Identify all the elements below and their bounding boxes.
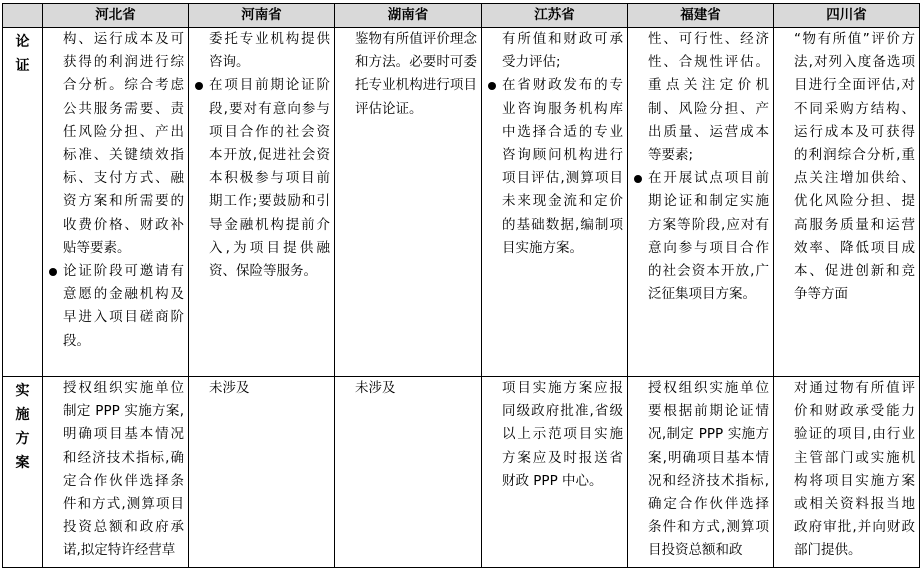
header-corner-cell xyxy=(3,4,43,28)
row-label-lunzheng xyxy=(3,28,43,377)
header-fujian: 福建省 xyxy=(628,4,774,28)
row-label-char: 案 xyxy=(15,455,30,471)
table-row-shishi-fangan xyxy=(3,377,920,568)
bullet-paragraph: 在项目前期论证阶段,要对有意向参与项目合作的社会资本开放,促进社会资本积极参与项目前期工作;要鼓励和引导金融机构提前介入,为项目提供融资、保险等服务。 xyxy=(195,74,330,283)
row-label-char: 实 xyxy=(15,383,30,399)
cell-lunzheng-jiangsu xyxy=(482,28,628,377)
paragraph: 委托专业机构提供咨询。 xyxy=(209,31,330,71)
cell-shishi-fangan-hunan xyxy=(335,377,482,568)
paragraph: 对通过物有所值评价和财政承受能力验证的项目,由行业主管部门或实施机构将项目实施方案或相关资料报当地政府审批,并向财政部门提供。 xyxy=(794,380,915,559)
paragraph: 性、可行性、经济性、合规性评估。重点关注定价机制、风险分担、产出质量、运营成本等要素; xyxy=(648,31,769,164)
cell-shishi-fangan-sichuan xyxy=(774,377,920,568)
paragraph: 项目实施方案应报同级政府批准,省级以上示范项目实施方案应及时报送省财政 PPP 中心。 xyxy=(502,380,623,489)
row-label-char: 施 xyxy=(15,407,30,423)
paragraph: 未涉及 xyxy=(209,380,250,396)
header-hebei: 河北省 xyxy=(43,4,189,28)
policy-comparison-table xyxy=(2,3,920,568)
paragraph: 未涉及 xyxy=(355,380,396,396)
bullet-paragraph: 在开展试点项目前期论证和制定实施方案等阶段,应对有意向参与项目合作的社会资本开放,广泛征集项目方案。 xyxy=(634,167,769,306)
header-row xyxy=(3,4,920,28)
paragraph: 授权组织实施单位要根据前期论证情况,制定 PPP 实施方案,明确项目基本情况和经济技术指标,确定合作伙伴选择条件和方式,测算项目投资总额和政 xyxy=(648,380,769,559)
cell-shishi-fangan-hebei xyxy=(43,377,189,568)
paragraph: 授权组织实施单位制定 PPP 实施方案,明确项目基本情况和经济技术指标,确定合作伙伴选择条件和方式,测算项目投资总额和政府承诺,拟定特许经营草 xyxy=(63,380,184,559)
bullet-paragraph: 在省财政发布的专业咨询服务机构库中选择合适的专业咨询顾问机构进行项目评估,测算项目未来现金流和定价的基础数据,编制项目实施方案。 xyxy=(488,74,623,260)
row-label-char: 方 xyxy=(15,431,30,447)
header-hunan: 湖南省 xyxy=(335,4,482,28)
cell-lunzheng-hebei xyxy=(43,28,189,377)
paragraph: 有所值和财政可承受力评估; xyxy=(502,31,623,71)
cell-lunzheng-sichuan xyxy=(774,28,920,377)
paragraph: 鉴物有所值评价理念和方法。必要时可委托专业机构进行项目评估论证。 xyxy=(355,31,477,117)
cell-shishi-fangan-jiangsu xyxy=(482,377,628,568)
cell-lunzheng-henan xyxy=(189,28,335,377)
paragraph: “物有所值”评价方法,对列入度备选项目进行全面评估,对不同采购方结构、运行成本及可获得的利润综合分析,重点关注增加供给、优化风险分担、提高服务质量和运营效率、降低项目成本、促进创新和竞争等方面 xyxy=(794,31,915,303)
paragraph: 构、运行成本及可获得的利润进行综合分析。综合考虑公共服务需要、责任风险分担、产出标准、关键绩效指标、支付方式、融资方案和所需要的收费价格、财政补贴等要素。 xyxy=(63,31,184,256)
row-label-char: 证 xyxy=(15,58,30,74)
cell-lunzheng-fujian xyxy=(628,28,774,377)
row-label-char: 论 xyxy=(15,34,30,50)
table-row-lunzheng xyxy=(3,28,920,377)
row-label-shishi-fangan xyxy=(3,377,43,568)
bullet-paragraph: 论证阶段可邀请有意愿的金融机构及早进入项目磋商阶段。 xyxy=(49,260,184,353)
header-jiangsu: 江苏省 xyxy=(482,4,628,28)
header-sichuan: 四川省 xyxy=(774,4,920,28)
cell-lunzheng-hunan xyxy=(335,28,482,377)
header-henan: 河南省 xyxy=(189,4,335,28)
cell-shishi-fangan-fujian xyxy=(628,377,774,568)
cell-shishi-fangan-henan xyxy=(189,377,335,568)
